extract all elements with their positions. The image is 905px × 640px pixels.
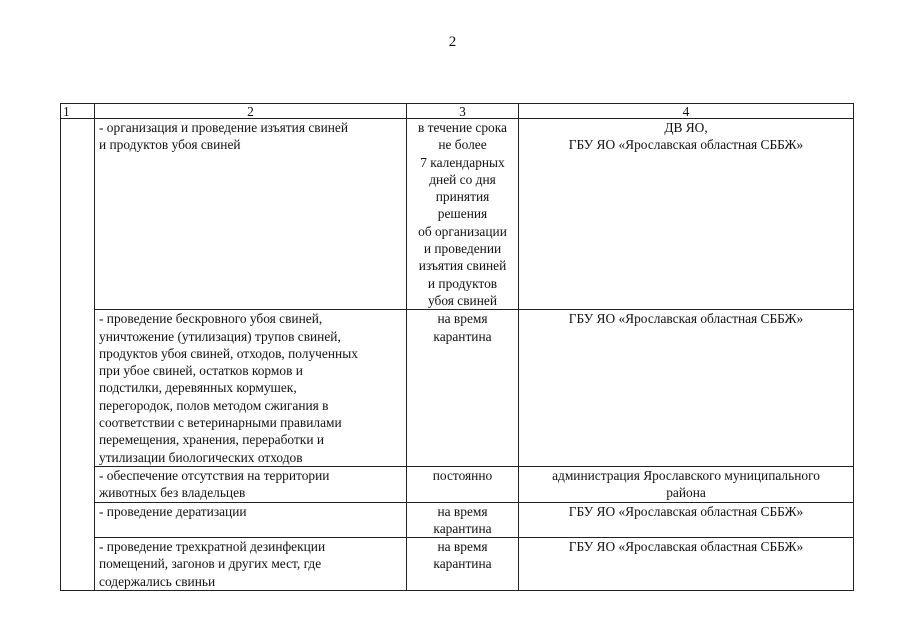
table-row bbox=[61, 466, 854, 502]
executor-cell: ГБУ ЯО «Ярославская областная СББЖ» bbox=[519, 310, 854, 467]
table-row bbox=[61, 502, 854, 538]
term-cell: в течение срока не более 7 календарных дней со дня принятия решения об организации и проведении изъятия свиней и продуктов убоя свиней bbox=[407, 119, 519, 310]
executor-cell: ДВ ЯО, ГБУ ЯО «Ярославская областная СББЖ» bbox=[519, 119, 854, 310]
header-col-4: 4 bbox=[519, 104, 854, 119]
executor-cell: ГБУ ЯО «Ярославская областная СББЖ» bbox=[519, 502, 854, 538]
header-col-1: 1 bbox=[61, 104, 95, 119]
measures-table bbox=[60, 103, 854, 591]
measure-cell: - проведение бескровного убоя свиней, уничтожение (утилизация) трупов свиней, продуктов убоя свиней, отходов, полученных при убое свиней, остатков кормов и подстилки, деревянных кормушек, перегородок, полов методом сжигания в соответствии с ветеринарными правилами перемещения, хранения, переработки и утилизации биологических отходов bbox=[95, 310, 407, 467]
measure-cell: - проведение дератизации bbox=[95, 502, 407, 538]
measure-cell: - обеспечение отсутствия на территории животных без владельцев bbox=[95, 466, 407, 502]
table-row bbox=[61, 119, 854, 310]
executor-cell: администрация Ярославского муниципального района bbox=[519, 466, 854, 502]
executor-cell: ГБУ ЯО «Ярославская областная СББЖ» bbox=[519, 538, 854, 591]
measure-cell: - проведение трехкратной дезинфекции помещений, загонов и других мест, где содержались свиньи bbox=[95, 538, 407, 591]
header-col-3: 3 bbox=[407, 104, 519, 119]
table-row bbox=[61, 310, 854, 467]
table-row bbox=[61, 538, 854, 591]
index-cell bbox=[61, 119, 95, 591]
term-cell: постоянно bbox=[407, 466, 519, 502]
term-cell: на время карантина bbox=[407, 538, 519, 591]
term-cell: на время карантина bbox=[407, 310, 519, 467]
table-header-row bbox=[61, 104, 854, 119]
term-cell: на время карантина bbox=[407, 502, 519, 538]
page-number: 2 bbox=[448, 34, 457, 50]
measure-cell: - организация и проведение изъятия свиней и продуктов убоя свиней bbox=[95, 119, 407, 310]
header-col-2: 2 bbox=[95, 104, 407, 119]
